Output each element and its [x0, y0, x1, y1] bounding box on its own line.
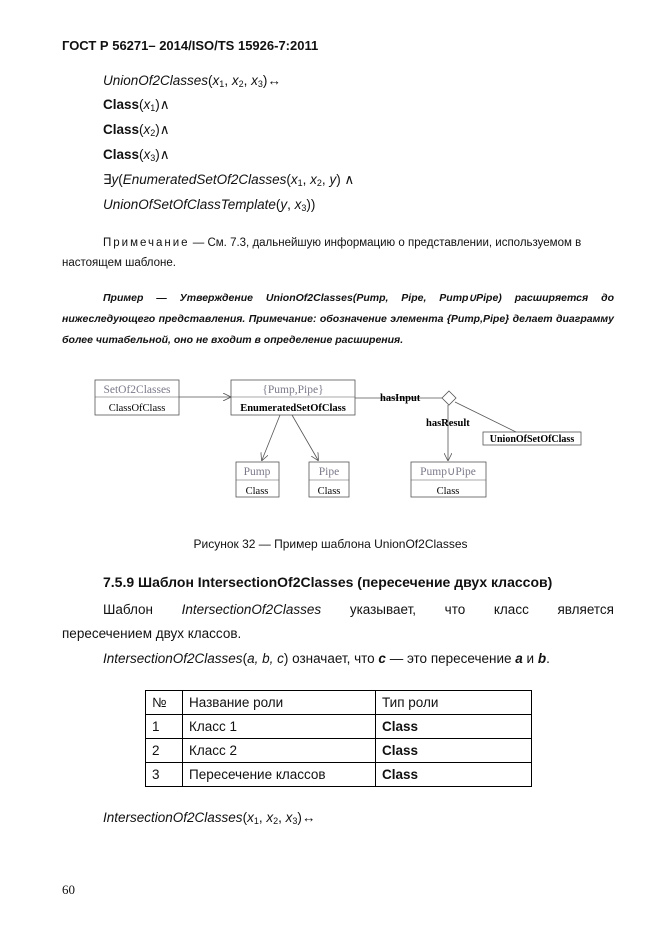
formula-line-3: $Class(x_2)\wedge$ [103, 122, 170, 138]
word: является [557, 602, 614, 617]
box-enumerated-set-label: {Pump,Pipe} [262, 384, 324, 396]
section-paragraph-line2: пересечением двух классов. [62, 626, 242, 641]
table-row [146, 763, 532, 787]
formula-intersection: $IntersectionOf2Classes(x_1$, $x_2$, $x_3)\leftrightarrow$ [103, 810, 316, 826]
word: Шаблон [103, 602, 153, 617]
union-of-set-label: UnionOfSetOfClass [489, 434, 575, 445]
section-paragraph-line1 [103, 602, 614, 617]
box-setof2classes-label: SetOf2Classes [103, 384, 171, 396]
box-pump-label: Pump [243, 466, 271, 478]
header-role-type: Тип роли [376, 691, 532, 715]
cell-number: 3 [146, 763, 183, 787]
arrow-enum-to-pump [262, 415, 280, 460]
word: класс [493, 602, 529, 617]
cell-role-type: Class [376, 763, 532, 787]
roles-table [145, 690, 532, 787]
cell-role-name: Класс 2 [183, 739, 376, 763]
header-role-name: Название роли [183, 691, 376, 715]
word: указывает, [349, 602, 417, 617]
example-paragraph: Пример — Утверждение UnionOf2Classes(Pump, Pipe, Pump∪Pipe) расширяется до нижеследующего представления. Примечание: обозначение элемента {Pump,Pipe} делает диаграмму более читабельной, оно не входит в определение расширения. [62, 292, 614, 346]
formula-line-5: $\exists y(EnumeratedSetOf2Classes(x_1$, $x_2$, y) ∧ [103, 172, 355, 188]
box-pump-union-pipe-type: Class [436, 486, 460, 497]
table-header-row [146, 691, 532, 715]
has-input-label: hasInput [380, 393, 421, 404]
box-pipe-type: Class [317, 486, 341, 497]
template-name: IntersectionOf2Classes [181, 602, 322, 617]
word: что [444, 602, 466, 617]
page-number: 60 [62, 882, 75, 897]
cell-number: 1 [146, 715, 183, 739]
template-diagram [0, 370, 661, 510]
figure-caption: Рисунок 32 — Пример шаблона UnionOf2Classes [193, 537, 468, 551]
section-paragraph-2: IntersectionOf2Classes(a, b, c) означает, что c — это пересечение a и b. [103, 651, 550, 666]
note-label: Примечание [103, 237, 190, 249]
arrow-enum-to-pipe [292, 415, 318, 460]
table-row [146, 739, 532, 763]
table-row [146, 715, 532, 739]
document-header: ГОСТ Р 56271– 2014/ISO/TS 15926-7:2011 [62, 38, 319, 53]
cell-role-type: Class [376, 739, 532, 763]
cell-role-name: Пересечение классов [183, 763, 376, 787]
box-pipe-label: Pipe [318, 466, 340, 478]
formula-line-6: UnionOfSetOfClassTemplate(y, $x_3$)) [103, 197, 316, 213]
box-pump-union-pipe-label: Pump∪Pipe [420, 466, 476, 478]
has-result-label: hasResult [426, 418, 470, 429]
cell-number: 2 [146, 739, 183, 763]
box-setof2classes-type: ClassOfClass [108, 403, 166, 414]
header-number: № [146, 691, 183, 715]
cell-role-type: Class [376, 715, 532, 739]
box-enumerated-set-type: EnumeratedSetOfClass [240, 403, 346, 414]
section-heading: 7.5.9 Шаблон IntersectionOf2Classes (пересечение двух классов) [103, 574, 553, 590]
formula-line-4: $Class(x_3)\wedge$ [103, 147, 170, 163]
note-text: — См. 7.3, дальнейшую информацию о представлении, используемом в настоящем шаблоне. [62, 237, 582, 269]
note-paragraph [62, 233, 614, 273]
box-pump-type: Class [245, 486, 269, 497]
cell-role-name: Класс 1 [183, 715, 376, 739]
union-diamond [442, 391, 456, 405]
formula-line-1: $UnionOf2Classes(x_1$, $x_2$, $x_3)\leftrightarrow$ [103, 73, 281, 89]
formula-line-2: $Class(x_1)\wedge$ [103, 97, 170, 113]
